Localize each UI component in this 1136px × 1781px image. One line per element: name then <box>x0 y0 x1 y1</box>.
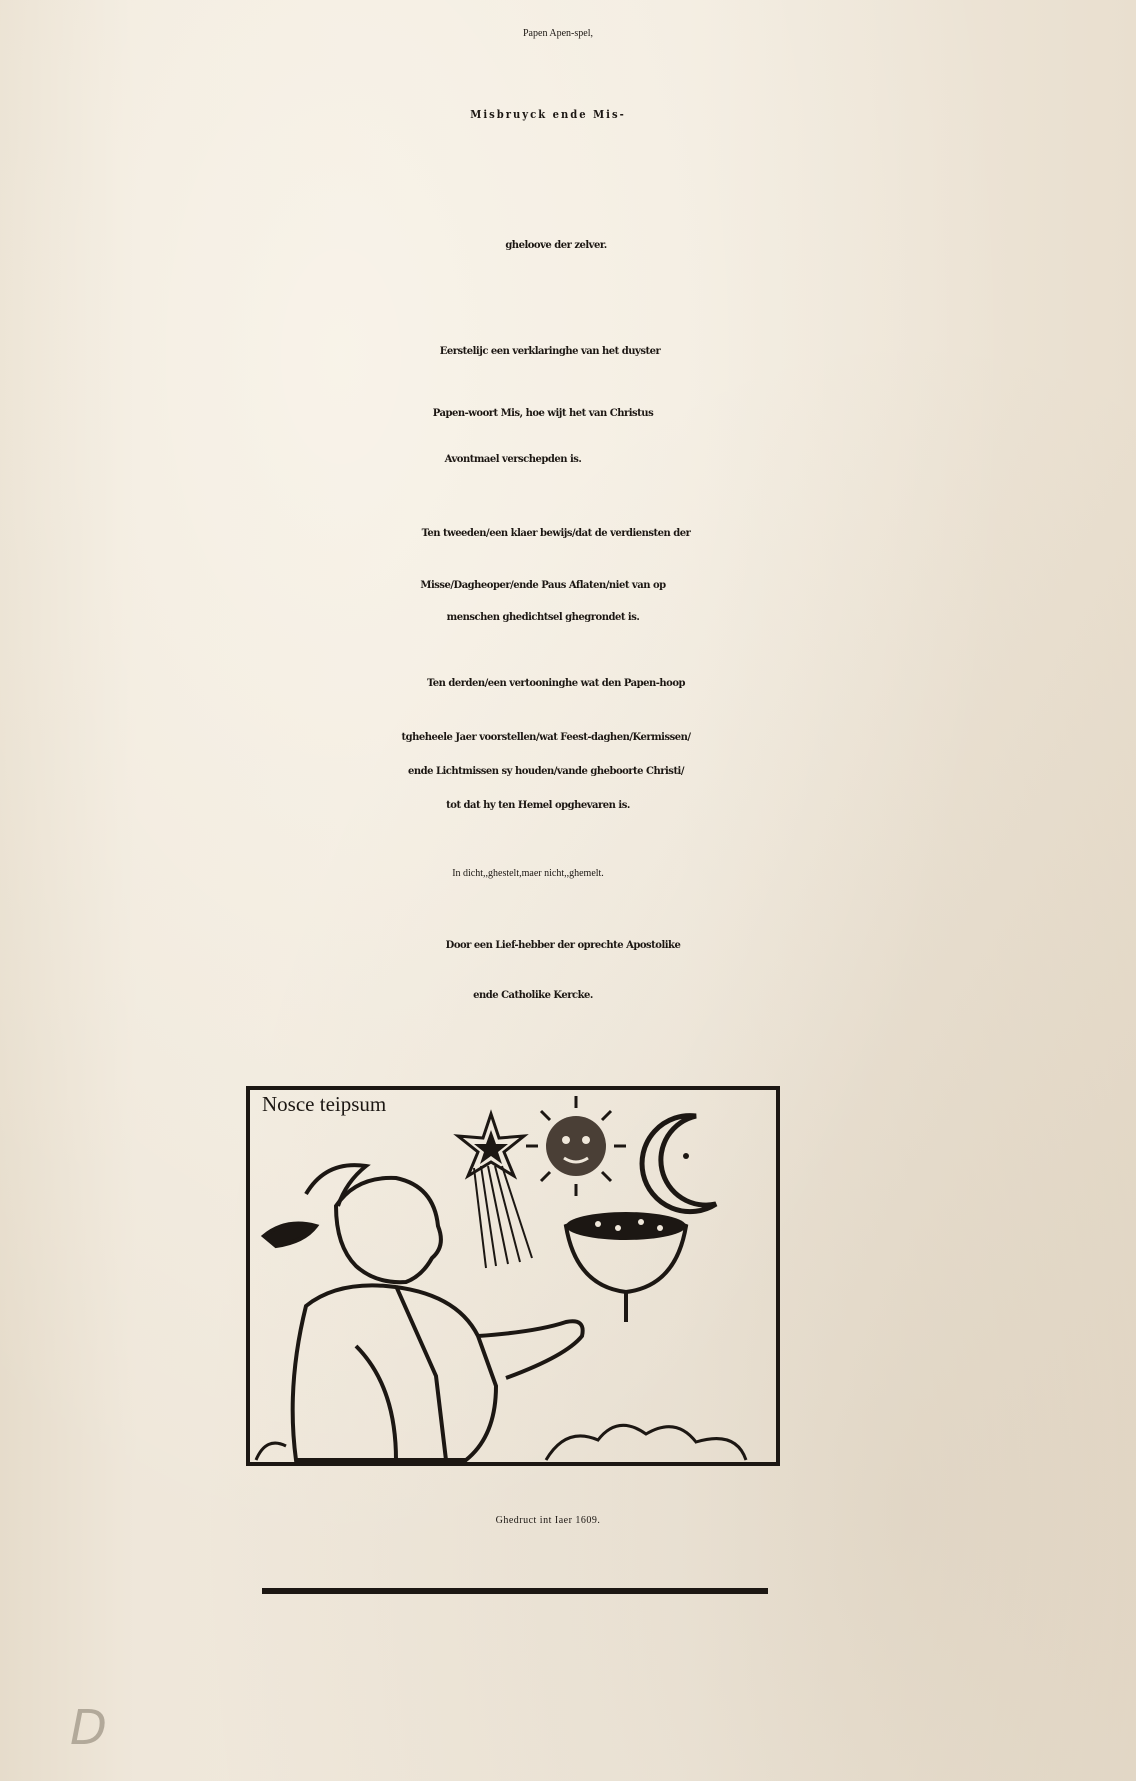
part3-line-4: tot dat hy ten Hemel opghevaren is. <box>446 800 630 811</box>
star-icon <box>458 1114 524 1176</box>
author-line-2: ende Catholike Kercke. <box>473 990 593 1001</box>
part3-line-1: Ten derden/een vertooninghe wat den Papen-hoop <box>426 678 686 689</box>
author-line-1: Door een Lief-hebber der oprechte Apostolike <box>445 940 681 951</box>
part2-line-3: menschen ghedichtsel ghegrondet is. <box>446 612 640 623</box>
light-rays <box>474 1166 532 1268</box>
verse-line: In dicht,,ghestelt,maer nicht,,ghemelt. <box>452 868 604 879</box>
bowl-of-stars <box>566 1212 686 1322</box>
clouds <box>256 1425 746 1460</box>
title-line-2: Misbruyck ende Mis- <box>470 109 626 122</box>
title-line-1: Papen Apen-spel, <box>523 28 593 39</box>
part1-line-3: Avontmael verschepden is. <box>444 454 582 465</box>
jester-figure <box>264 1165 583 1460</box>
part1-line-2: Papen-woort Mis, hoe wijt het van Christus <box>432 408 654 419</box>
moon-icon <box>642 1116 716 1212</box>
shelfmark-annotation: D <box>70 1700 107 1756</box>
part2-line-1: Ten tweeden/een klaer bewijs/dat de verdiensten der <box>421 528 691 539</box>
part1-line-1: Eerstelijc een verklaringhe van het duyster <box>439 346 661 357</box>
part2-line-2: Misse/Dagheoper/ende Paus Aflaten/niet van op <box>420 580 666 591</box>
divider-rule <box>262 1588 768 1594</box>
title-line-3: gheloove der zelver. <box>505 240 607 251</box>
sun-icon <box>526 1096 626 1196</box>
woodcut-motto: Nosce teipsum <box>262 1092 387 1116</box>
part3-line-2: tgheheele Jaer voorstellen/wat Feest-daghen/Kermissen/ <box>401 732 691 743</box>
part3-line-3: ende Lichtmissen sy houden/vande gheboorte Christi/ <box>407 766 685 777</box>
imprint: Ghedruct int Iaer 1609. <box>495 1515 601 1526</box>
woodcut-illustration <box>246 1086 780 1466</box>
